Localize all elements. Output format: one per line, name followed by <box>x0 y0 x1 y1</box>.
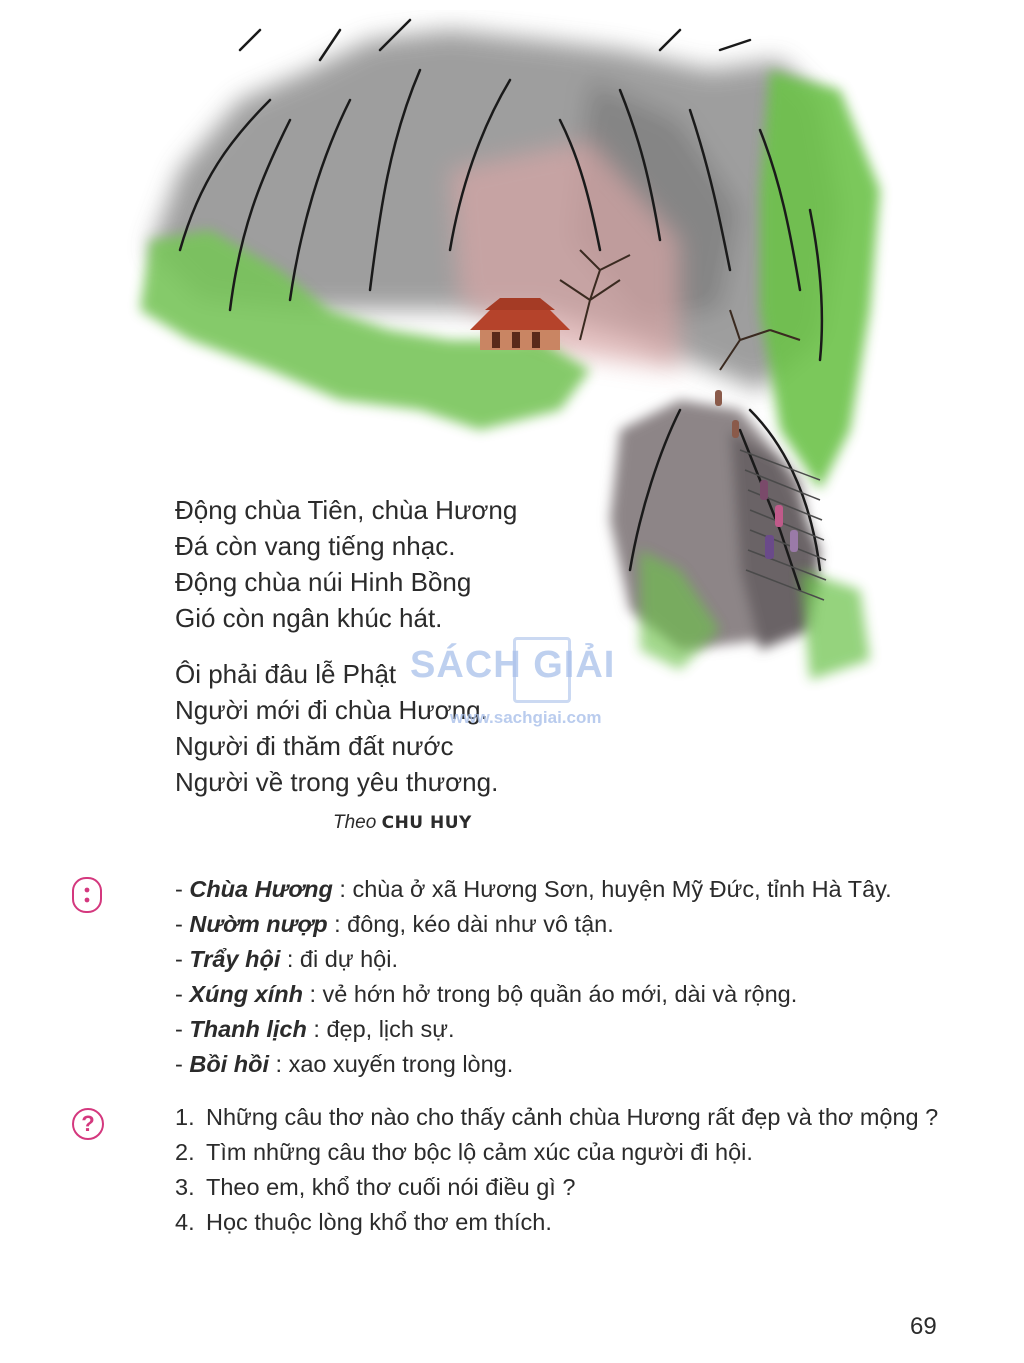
watermark-brand: SÁCH GIẢI <box>410 644 616 686</box>
glossary-dash: - <box>175 876 190 902</box>
question-item <box>175 1205 940 1240</box>
glossary-term: Xúng xính <box>189 981 303 1007</box>
poem-line: Ôi phải đâu lễ Phật <box>175 659 397 689</box>
poem-line: Động chùa Tiên, chùa Hương <box>175 495 518 525</box>
question-number: 2. <box>175 1139 195 1165</box>
glossary-term: Thanh lịch <box>189 1016 307 1042</box>
page-number: 69 <box>910 1313 937 1340</box>
question-number: 4. <box>175 1209 195 1235</box>
author-prefix: Theo <box>333 812 377 833</box>
glossary-dash: - <box>175 1016 190 1042</box>
glossary-item <box>175 907 892 942</box>
questions <box>175 1100 940 1240</box>
question-icon: ? <box>72 1108 104 1140</box>
poem-line: Đá còn vang tiếng nhạc. <box>175 531 456 561</box>
poem-line: Người về trong yêu thương. <box>175 767 499 797</box>
question-item <box>175 1170 940 1205</box>
glossary-term: Bồi hồi <box>189 1051 269 1077</box>
author-name: CHU HUY <box>381 813 472 833</box>
question-text: Tìm những câu thơ bộc lộ cảm xúc của người đi hội. <box>206 1139 753 1165</box>
glossary-definition: : chùa ở xã Hương Sơn, huyện Mỹ Đức, tỉnh Hà Tây. <box>332 876 892 902</box>
glossary-item <box>175 872 892 907</box>
question-item <box>175 1135 940 1170</box>
glossary-term: Chùa Hương <box>189 876 333 902</box>
poem-line: Người mới đi chùa Hương. <box>175 695 488 725</box>
question-number: 1. <box>175 1104 195 1130</box>
glossary-dash: - <box>175 981 190 1007</box>
glossary-item <box>175 977 892 1012</box>
question-text: Những câu thơ nào cho thấy cảnh chùa Hương rất đẹp và thơ mộng ? <box>206 1104 939 1130</box>
glossary-definition: : đi dự hội. <box>280 946 398 972</box>
glossary-item <box>175 1012 892 1047</box>
glossary-item <box>175 1047 892 1082</box>
poem-line: Người đi thăm đất nước <box>175 731 454 761</box>
glossary-definition: : vẻ hớn hở trong bộ quần áo mới, dài và rộng. <box>302 981 798 1007</box>
poem-author <box>333 812 472 834</box>
dots-icon <box>72 877 102 913</box>
glossary-definition: : đẹp, lịch sự. <box>306 1016 455 1042</box>
poem-stanza-1 <box>175 492 517 636</box>
glossary-definition: : xao xuyến trong lòng. <box>268 1051 514 1077</box>
question-number: 3. <box>175 1174 195 1200</box>
glossary-term: Nườm nượp <box>189 911 328 937</box>
question-text: Học thuộc lòng khổ thơ em thích. <box>206 1209 552 1235</box>
poem-line: Gió còn ngân khúc hát. <box>175 603 443 633</box>
glossary-definition: : đông, kéo dài như vô tận. <box>327 911 614 937</box>
glossary <box>175 872 892 1082</box>
glossary-dash: - <box>175 1051 190 1077</box>
glossary-dash: - <box>175 911 190 937</box>
question-text: Theo em, khổ thơ cuối nói điều gì ? <box>206 1174 576 1200</box>
glossary-item <box>175 942 892 977</box>
question-item <box>175 1100 940 1135</box>
watermark-url: www.sachgiai.com <box>450 708 602 727</box>
watermark <box>410 632 620 732</box>
glossary-term: Trẩy hội <box>189 946 281 972</box>
glossary-dash: - <box>175 946 190 972</box>
poem-line: Động chùa núi Hinh Bồng <box>175 567 472 597</box>
